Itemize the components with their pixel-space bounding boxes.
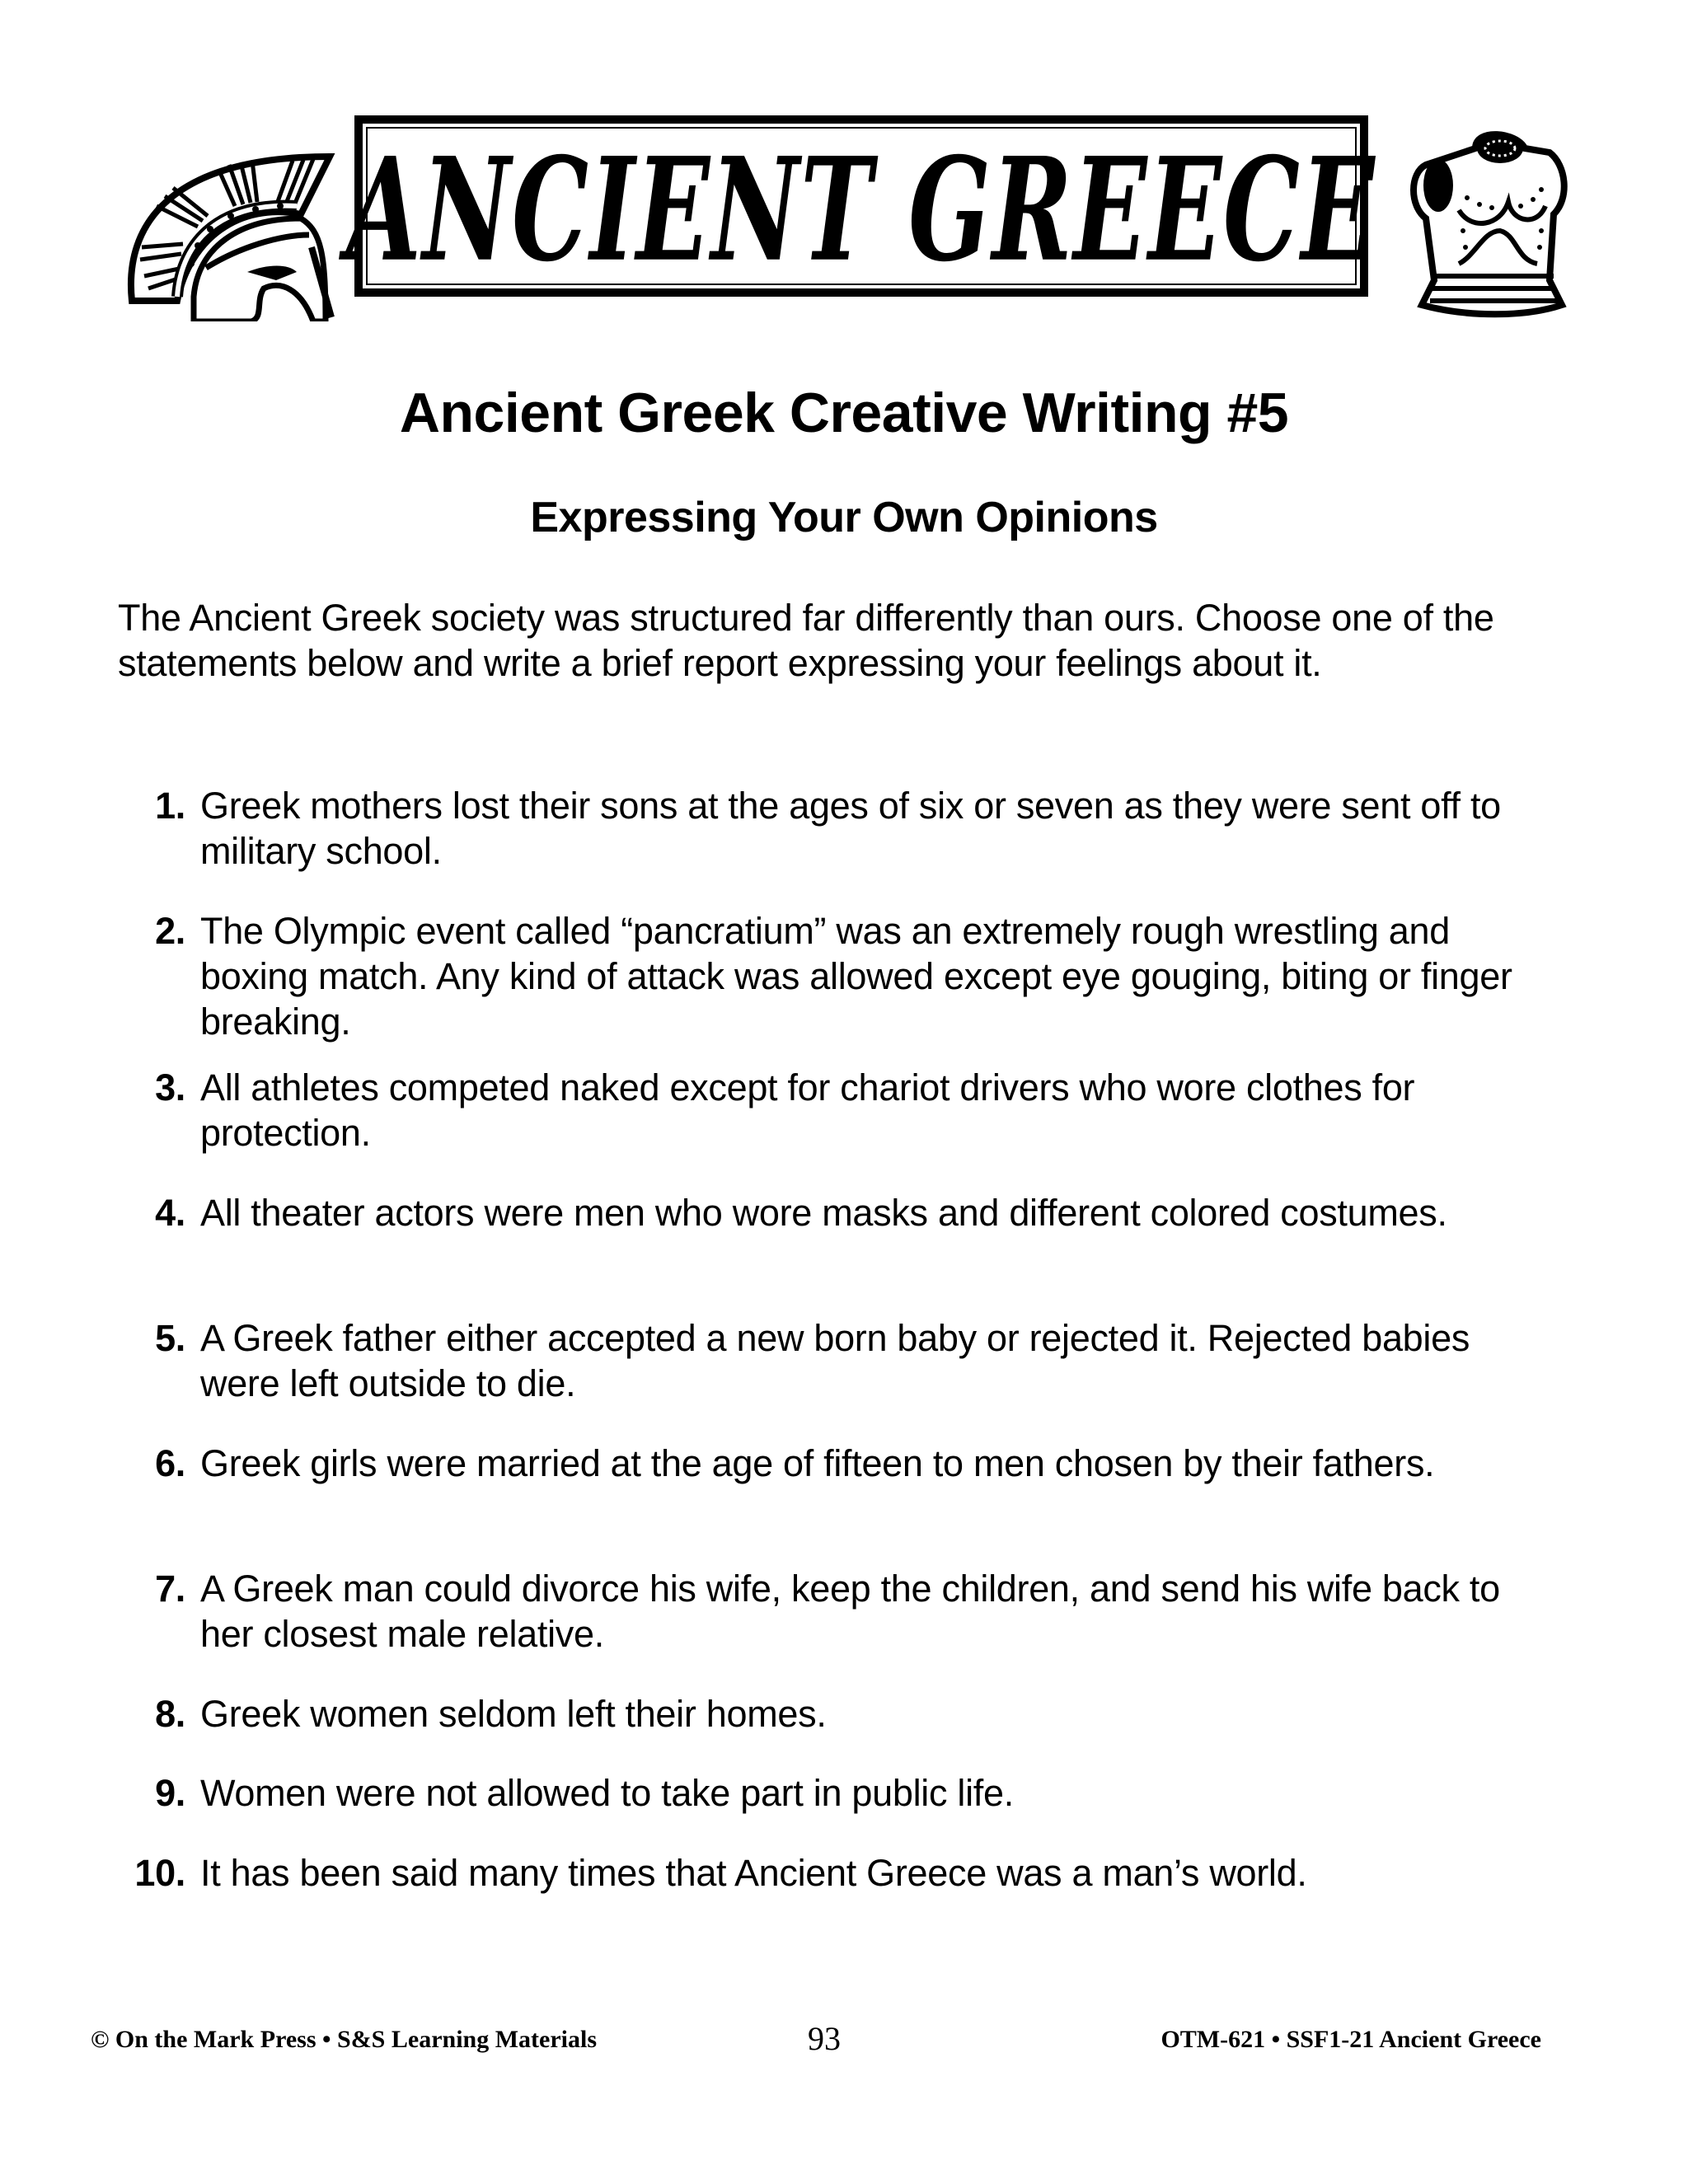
statement-item	[118, 783, 1585, 874]
statement-item	[118, 1566, 1585, 1657]
statement-number: 8.	[155, 1693, 185, 1735]
spartan-helmet-icon	[115, 124, 346, 321]
breastplate-armor-icon	[1385, 115, 1582, 321]
statement-text: All athletes competed naked except for chariot drivers who wore clothes for protection.	[200, 1066, 1415, 1154]
statement-number: 6.	[155, 1442, 185, 1484]
statement-item	[118, 1441, 1585, 1486]
statement-text: A Greek father either accepted a new born baby or rejected it. Rejected babies were left outside to die.	[200, 1317, 1470, 1404]
statement-item	[118, 1315, 1585, 1406]
statement-number: 5.	[155, 1317, 185, 1359]
statement-item	[118, 1190, 1585, 1235]
statement-text: It has been said many times that Ancient Greece was a man’s world.	[200, 1852, 1307, 1894]
page-subtitle: Expressing Your Own Opinions	[530, 494, 1158, 541]
statement-number: 1.	[155, 785, 185, 827]
page-title: Ancient Greek Creative Writing #5	[399, 382, 1289, 444]
title-banner	[115, 107, 1582, 330]
intro-paragraph: The Ancient Greek society was structured far differently than ours. Choose one of the statements below and write a brief report expressing your feelings about it.	[118, 597, 1494, 684]
statement-number: 4.	[155, 1192, 185, 1234]
page-number: 93	[808, 2020, 841, 2057]
statement-number: 10.	[134, 1852, 185, 1894]
statement-text: All theater actors were men who wore masks and different colored costumes.	[200, 1192, 1447, 1234]
statement-item	[118, 908, 1585, 1044]
statement-text: Greek mothers lost their sons at the ages of six or seven as they were sent off to military school.	[200, 785, 1501, 872]
statement-number: 7.	[155, 1568, 185, 1610]
statement-text: Women were not allowed to take part in public life.	[200, 1772, 1014, 1814]
footer-product-code: OTM-621 • SSF1-21 Ancient Greece	[1160, 2026, 1541, 2053]
statement-item	[118, 1065, 1585, 1155]
statement-text: A Greek man could divorce his wife, keep the children, and send his wife back to her closest male relative.	[200, 1568, 1500, 1655]
footer-copyright: © On the Mark Press • S&S Learning Materials	[91, 2026, 597, 2053]
statement-number: 2.	[155, 910, 185, 952]
statement-item	[118, 1691, 1585, 1736]
title-box	[346, 115, 1376, 297]
statement-text: The Olympic event called “pancratium” was an extremely rough wrestling and boxing match. Any kind of attack was allowed except eye gouging, biting or finger breaking.	[200, 910, 1512, 1043]
statement-number: 9.	[155, 1772, 185, 1814]
statement-text: Greek women seldom left their homes.	[200, 1693, 827, 1735]
statement-item	[118, 1850, 1585, 1896]
banner-title: ANCIENT GREECE	[346, 126, 1376, 294]
page-footer	[0, 2019, 1688, 2060]
statement-item	[118, 1770, 1585, 1816]
statement-number: 3.	[155, 1066, 185, 1108]
statement-text: Greek girls were married at the age of fifteen to men chosen by their fathers.	[200, 1442, 1435, 1484]
